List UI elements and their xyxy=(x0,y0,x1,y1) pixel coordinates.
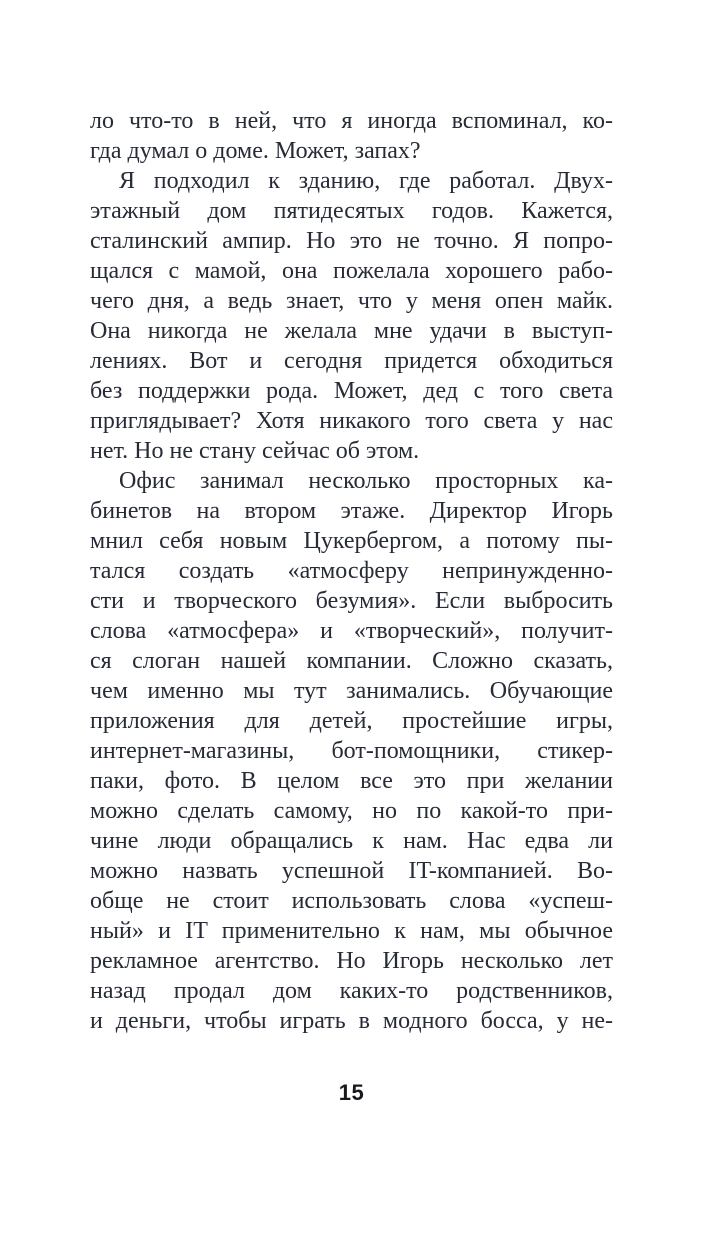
text-line: обще не стоит использовать слова «успеш- xyxy=(90,888,613,914)
text-line: слова «атмосфера» и «творческий», получит- xyxy=(90,618,613,644)
text-line: Офис занимал несколько просторных ка- xyxy=(119,468,613,494)
text-line: ло что-то в ней, что я иногда вспоминал, ко- xyxy=(90,108,613,134)
paragraph xyxy=(90,166,613,466)
text-line: и деньги, чтобы играть в модного босса, у не- xyxy=(90,1008,613,1034)
text-line: щался с мамой, она пожелала хорошего рабо- xyxy=(90,258,613,284)
text-line: этажный дом пятидесятых годов. Кажется, xyxy=(90,198,613,224)
text-line: можно назвать успешной IT-компанией. Во- xyxy=(90,858,613,884)
paragraph xyxy=(90,106,613,166)
text-line: чем именно мы тут занимались. Обучающие xyxy=(90,678,613,704)
text-line: лениях. Вот и сегодня придется обходиться xyxy=(90,348,613,374)
text-line: ся слоган нашей компании. Сложно сказать, xyxy=(90,648,613,674)
text-line: приглядывает? Хотя никакого того света у нас xyxy=(90,408,613,434)
text-line: Я подходил к зданию, где работал. Двух- xyxy=(119,168,613,194)
text-line: без поддержки рода. Может, дед с того света xyxy=(90,378,613,404)
page-text xyxy=(90,106,613,1036)
text-line: паки, фото. В целом все это при желании xyxy=(90,768,613,794)
text-line: можно сделать самому, но по какой-то при- xyxy=(90,798,613,824)
text-line: назад продал дом каких-то родственников, xyxy=(90,978,613,1004)
text-line: нет. Но не стану сейчас об этом. xyxy=(90,438,420,464)
text-line: ный» и IT применительно к нам, мы обычное xyxy=(90,918,613,944)
text-line: Она никогда не желала мне удачи в выступ- xyxy=(90,318,613,344)
text-line: тался создать «атмосферу непринужденно- xyxy=(90,558,613,584)
text-line: мнил себя новым Цукербергом, а потому пы- xyxy=(90,528,613,554)
text-line: чего дня, а ведь знает, что у меня опен майк. xyxy=(90,288,613,314)
text-line: сти и творческого безумия». Если выбросить xyxy=(90,588,613,614)
text-line: чине люди обращались к нам. Нас едва ли xyxy=(90,828,613,854)
paragraph xyxy=(90,466,613,1036)
text-line: гда думал о доме. Может, запах? xyxy=(90,138,421,164)
text-line: рекламное агентство. Но Игорь несколько лет xyxy=(90,948,613,974)
page-number: 15 xyxy=(338,1080,365,1105)
text-line: бинетов на втором этаже. Директор Игорь xyxy=(90,498,613,524)
text-line: интернет-магазины, бот-помощники, стикер- xyxy=(90,738,613,764)
text-line: приложения для детей, простейшие игры, xyxy=(90,708,613,734)
text-line: сталинский ампир. Но это не точно. Я попро- xyxy=(90,228,613,254)
